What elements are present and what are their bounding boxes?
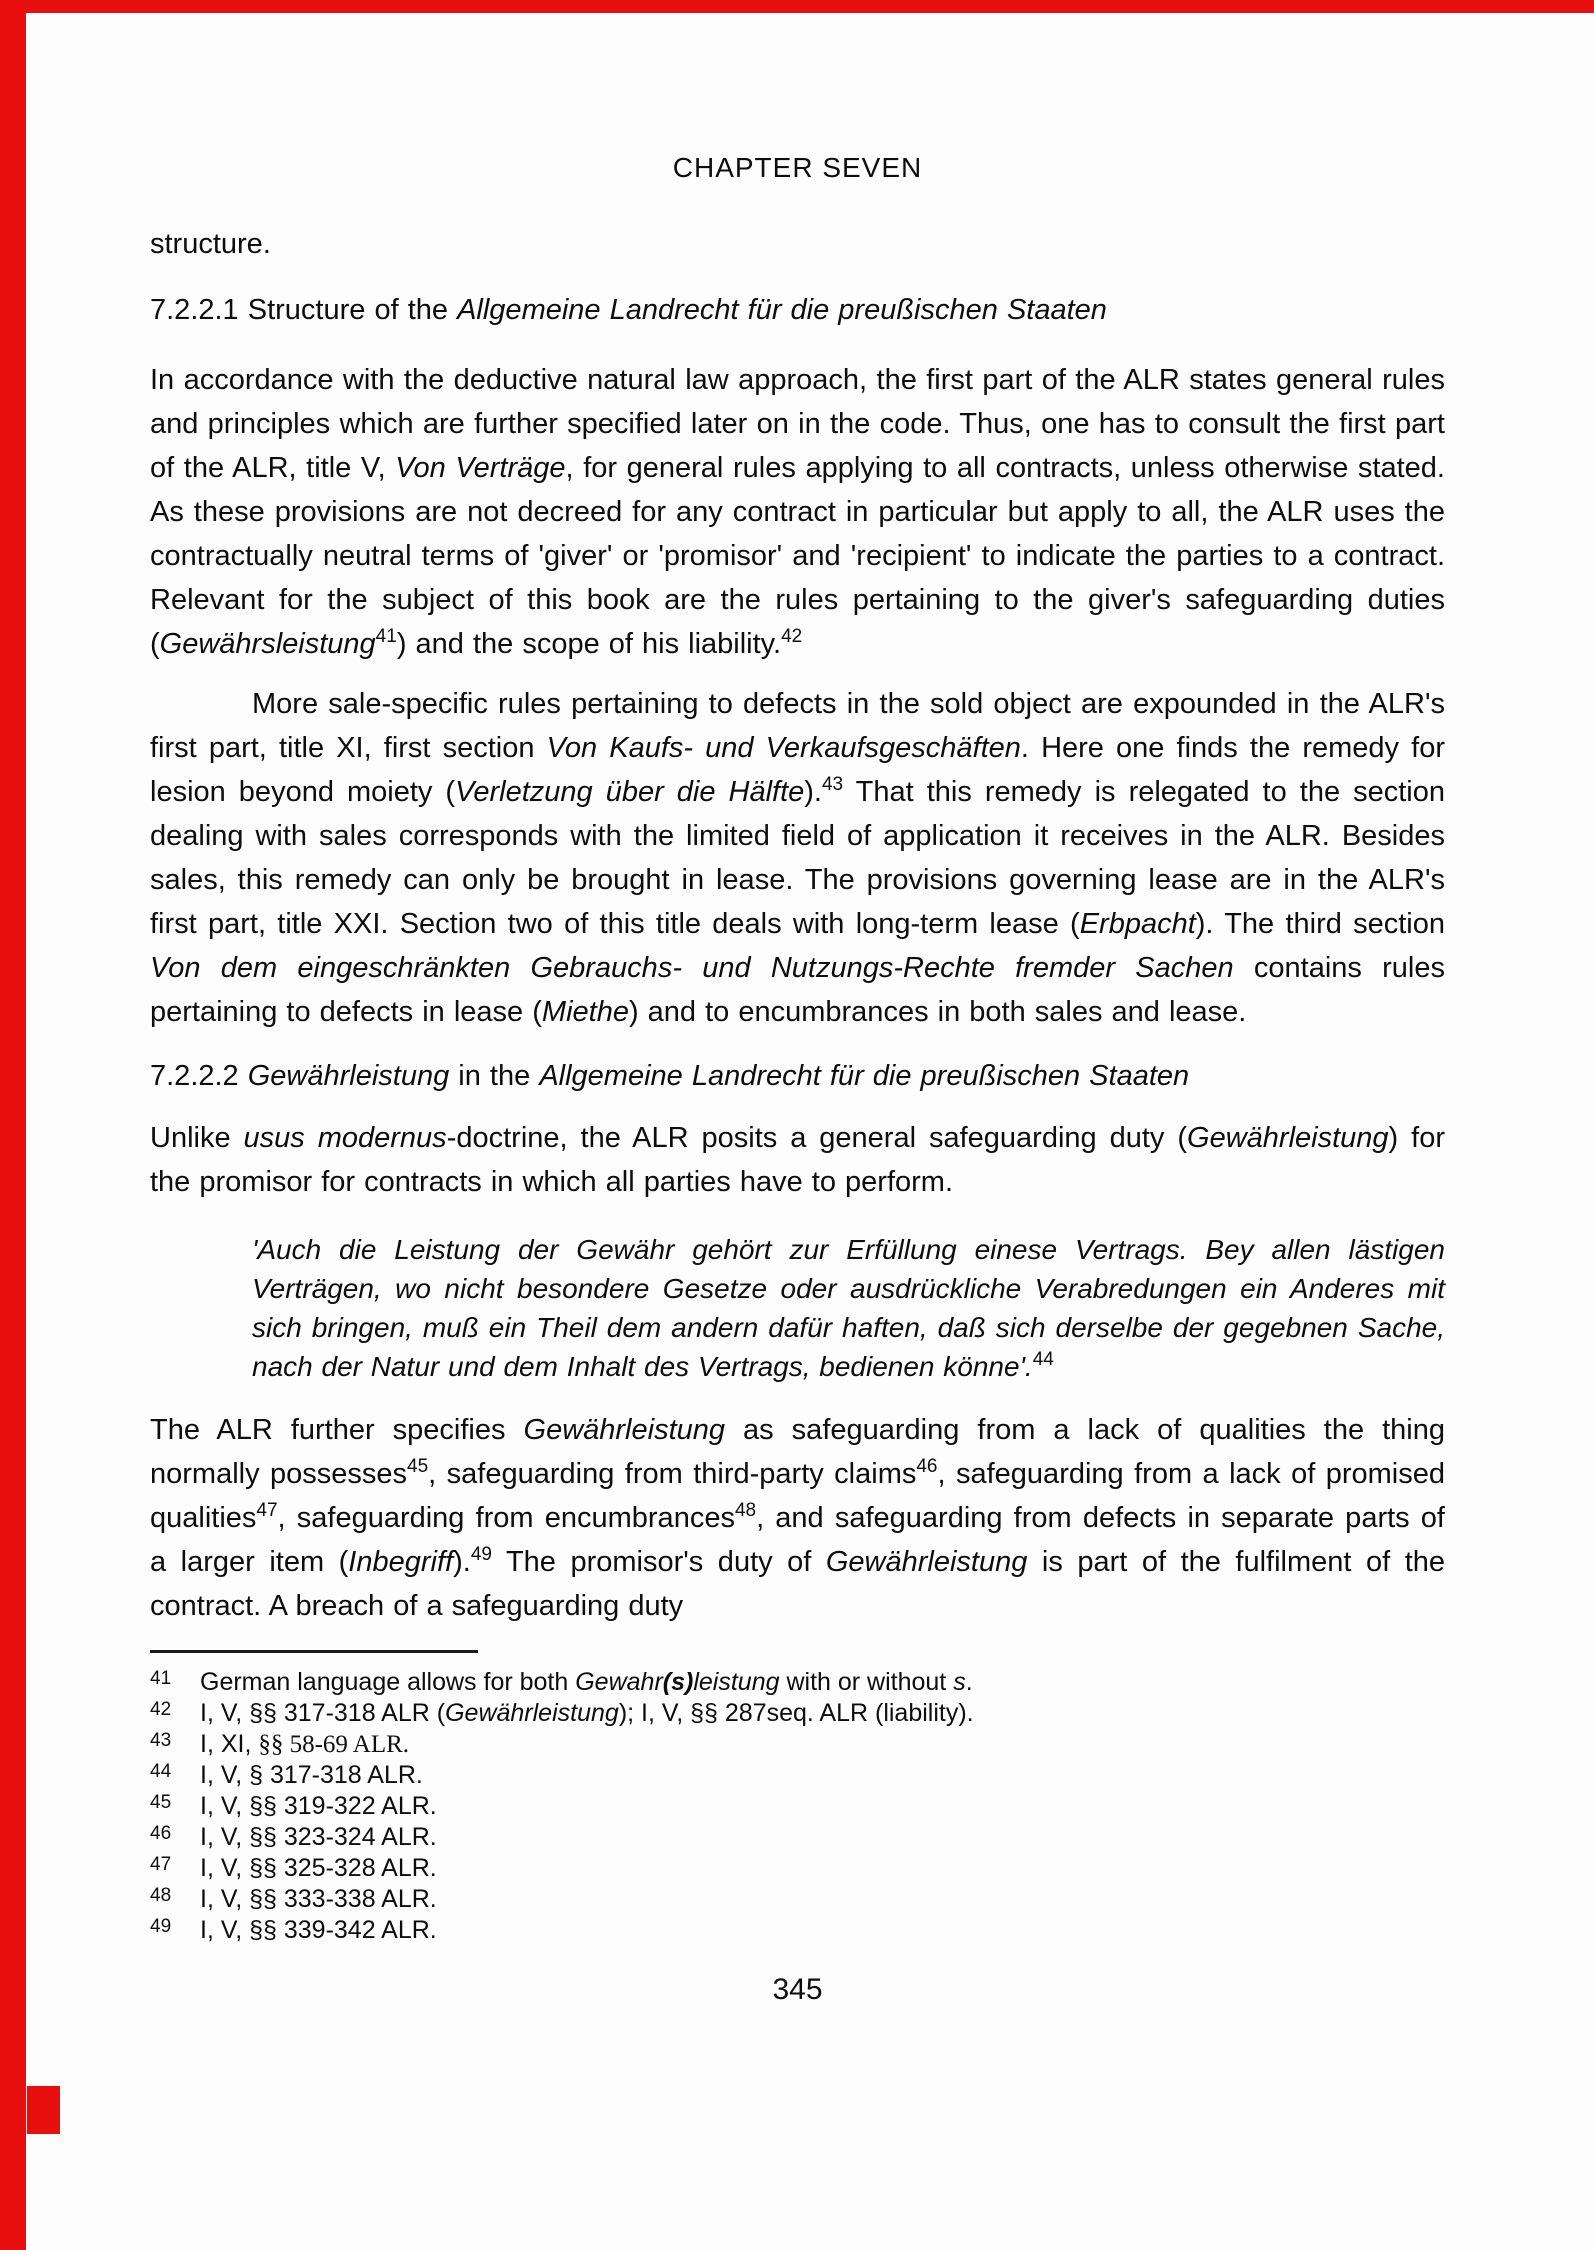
footnote-number: 46: [150, 1823, 172, 1844]
footnote: [150, 1853, 1445, 1884]
text-segment: leistung: [693, 1668, 780, 1696]
text-segment: German language allows for both: [200, 1668, 576, 1696]
footnote: [150, 1822, 1445, 1853]
footnote-text: [200, 1668, 973, 1696]
footnote-number: 48: [150, 1885, 172, 1906]
text-segment: I, V, §§ 325-328 ALR.: [200, 1854, 437, 1882]
footnote-text: [200, 1699, 974, 1727]
footnote: [150, 1667, 1445, 1698]
text-segment: Von Kaufs- und Verkaufsgeschäften: [546, 732, 1021, 764]
footnote-text: [200, 1761, 423, 1789]
text-segment: I, V, §§ 317-318 ALR (: [200, 1699, 446, 1727]
text-segment: -doctrine, the ALR posits a general safeguarding duty (: [446, 1122, 1188, 1154]
text-segment: (s): [662, 1668, 694, 1696]
text-segment: §§ 58-69 ALR.: [258, 1731, 410, 1758]
text-segment: , for general rules applying to all contracts, unless otherwise stated. As these provisions are not decreed for any contract in particular but apply to all, the ALR uses the contractually neutral terms of 'giver' or 'promisor' and 'recipient' to indicate the parties to a contract. Relevant for the subject of this book are the rules pertaining to the giver's safeguarding duties (: [150, 452, 1445, 660]
paragraph-4: [150, 1408, 1445, 1628]
footnote-number: 41: [150, 1668, 172, 1689]
paragraph-1: [150, 358, 1445, 666]
text-segment: Gewährleistung: [1187, 1122, 1389, 1154]
footnote-separator: [150, 1650, 478, 1653]
footnote-number: 49: [150, 1916, 172, 1937]
footnote: [150, 1884, 1445, 1915]
footnote-ref: 49: [470, 1544, 492, 1565]
text-segment: is part of the fulfilment of the contract. A breach of a safeguarding duty: [150, 1546, 1446, 1622]
text-segment: , safeguarding from encumbrances: [277, 1502, 735, 1534]
page-number: 345: [772, 1973, 823, 2006]
text-segment: ).: [804, 776, 822, 808]
footnote-number: 42: [150, 1699, 172, 1720]
text-segment: Allgemeine Landrecht für die preußischen Staaten: [457, 294, 1107, 326]
text-segment: with or without: [779, 1668, 954, 1696]
text-segment: Gewährsleistung: [159, 628, 376, 660]
text-segment: 'Auch die Leistung der Gewähr gehört zur Erfüllung einese Vertrags. Bey allen lästigen Verträgen, wo nicht besondere Gesetze oder ausdrückliche Verabredungen ein Anderes mit sich bringen, muß ein Theil dem andern dafür haften, daß sich derselbe der gegebnen Sache, nach der Natur und dem Inhalt des Vertrags, bedienen könne'.: [252, 1234, 1445, 1382]
footnote-number: 44: [150, 1761, 172, 1782]
text-segment: I, V, §§ 339-342 ALR.: [200, 1916, 437, 1944]
footnote-ref: 42: [781, 626, 803, 647]
footnote-text: [200, 1823, 437, 1851]
text-segment: Gewährleistung: [445, 1699, 619, 1727]
footnote-ref: 45: [407, 1456, 429, 1477]
footnote: [150, 1915, 1445, 1946]
text-segment: , safeguarding from a lack of promised qualities: [150, 1458, 1445, 1534]
text-segment: Unlike: [150, 1122, 244, 1154]
text-segment: ); I, V, §§ 287seq. ALR (liability).: [618, 1699, 974, 1727]
text-segment: Von dem eingeschränkten Gebrauchs- und Nutzungs-Rechte fremder Sachen: [150, 952, 1234, 984]
scan-edge-left: [0, 0, 26, 2250]
footnote: [150, 1760, 1445, 1791]
text-segment: ) for the promisor for contracts in which all parties have to perform.: [150, 1122, 1445, 1198]
footnote-ref: 47: [256, 1500, 278, 1521]
text-segment: Verletzung über die Hälfte: [455, 776, 805, 808]
section-heading-7221: [150, 288, 1445, 332]
text-segment: ). The third section: [1195, 908, 1445, 940]
text-segment: usus modernus: [243, 1122, 447, 1154]
footnote-ref: 48: [734, 1500, 757, 1521]
paragraph-2: [150, 682, 1445, 1034]
text-segment: Inbegriff: [348, 1546, 454, 1578]
paragraph-structure: [150, 222, 1445, 266]
text-segment: 7.2.2.2: [150, 1060, 248, 1092]
text-segment: ).: [453, 1546, 471, 1578]
footnote: [150, 1791, 1445, 1822]
text-segment: contains rules pertaining to defects in lease (: [150, 952, 1445, 1028]
text-segment: I, V, §§ 323-324 ALR.: [200, 1823, 437, 1851]
text-segment: The ALR further specifies: [150, 1414, 524, 1446]
text-segment: That this remedy is relegated to the section dealing with sales corresponds with the limited field of application it receives in the ALR. Besides sales, this remedy can only be brought in lease. The provisions governing lease are in the ALR's first part, title XXI. Section two of this title deals with long-term lease (: [150, 776, 1445, 940]
block-quote: [252, 1230, 1445, 1386]
footnote-text: [200, 1854, 437, 1882]
text-segment: ) and to encumbrances in both sales and lease.: [628, 996, 1247, 1028]
footnote-ref: 46: [916, 1456, 938, 1477]
footnote-number: 45: [150, 1792, 172, 1813]
footnote-text: [200, 1885, 437, 1913]
footnote-number: 43: [150, 1730, 172, 1751]
text-segment: I, XI,: [200, 1730, 259, 1758]
text-segment: I, V, §§ 333-338 ALR.: [200, 1885, 437, 1913]
chapter-header: CHAPTER SEVEN: [672, 152, 923, 183]
section-heading-7222: [150, 1054, 1445, 1098]
footnote-ref: 44: [1032, 1349, 1054, 1370]
text-segment: I, V, § 317-318 ALR.: [200, 1761, 423, 1789]
text-segment: structure.: [150, 228, 271, 260]
footnote-text: [200, 1730, 409, 1758]
text-segment: . Here one finds the remedy for lesion beyond moiety (: [150, 732, 1445, 808]
text-segment: I, V, §§ 319-322 ALR.: [200, 1792, 437, 1820]
text-segment: Miethe: [541, 996, 629, 1028]
text-segment: Von Verträge: [395, 452, 566, 484]
footnote: [150, 1729, 1445, 1760]
text-segment: Gewährleistung: [247, 1060, 450, 1092]
footnote-number: 47: [150, 1854, 172, 1875]
text-segment: The promisor's duty of: [491, 1546, 826, 1578]
scan-edge-mark: [27, 2086, 60, 2134]
text-segment: ) and the scope of his liability.: [396, 628, 782, 660]
text-segment: In accordance with the deductive natural law approach, the first part of the ALR states general rules and principles which are further specified later on in the code. Thus, one has to consult the first part of the ALR, title V,: [150, 364, 1445, 484]
footnote-text: [200, 1792, 437, 1820]
text-segment: 7.2.2.1 Structure of the: [150, 294, 458, 326]
text-segment: , safeguarding from third-party claims: [428, 1458, 917, 1490]
footnote-ref: 41: [375, 626, 397, 647]
footnote-text: [200, 1916, 437, 1944]
paragraph-3: [150, 1116, 1445, 1204]
text-column: [150, 0, 1445, 2008]
footnote: [150, 1698, 1445, 1729]
text-segment: Gewährleistung: [523, 1414, 726, 1446]
text-segment: .: [965, 1668, 973, 1696]
text-segment: Gewährleistung: [825, 1546, 1028, 1578]
text-segment: Gewahr: [575, 1668, 663, 1696]
text-segment: More sale-specific rules pertaining to defects in the sold object are expounded in the ALR's first part, title XI, first section: [150, 688, 1445, 764]
text-segment: s: [953, 1668, 966, 1696]
footnote-ref: 43: [821, 774, 844, 795]
text-segment: Allgemeine Landrecht für die preußischen Staaten: [539, 1060, 1190, 1092]
text-segment: Erbpacht: [1079, 908, 1196, 940]
text-segment: as safeguarding from a lack of qualities the thing normally possesses: [150, 1414, 1446, 1490]
text-segment: in the: [449, 1060, 540, 1092]
text-segment: , and safeguarding from defects in separate parts of a larger item (: [150, 1502, 1445, 1578]
footnotes: [150, 1667, 1445, 1946]
